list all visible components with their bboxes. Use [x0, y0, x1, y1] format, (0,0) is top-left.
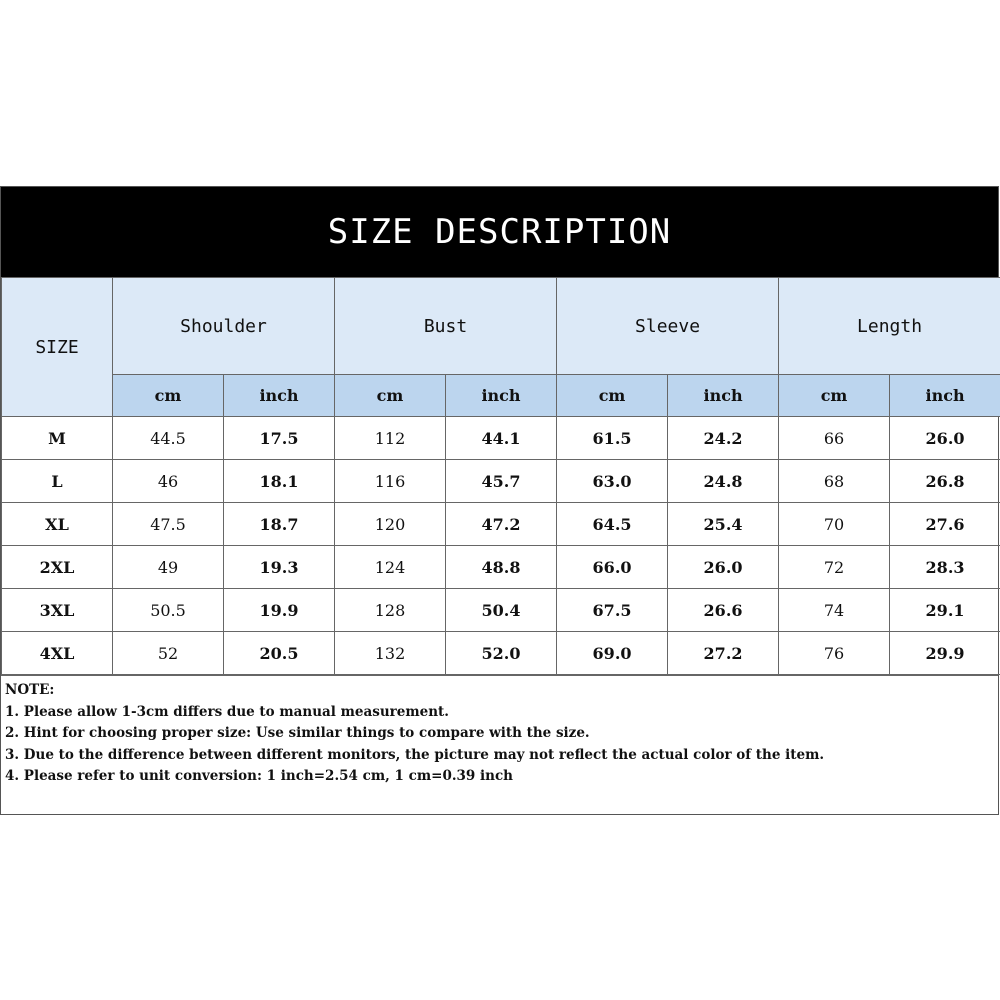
- value-cell: 52.0: [446, 632, 557, 675]
- value-cell: 26.8: [890, 460, 1000, 503]
- value-cell: 52: [113, 632, 224, 675]
- unit-header: cm: [335, 375, 446, 417]
- table-row: [2, 546, 1000, 589]
- value-cell: 76: [779, 632, 890, 675]
- value-cell: 120: [335, 503, 446, 546]
- value-cell: 27.6: [890, 503, 1000, 546]
- value-cell: 45.7: [446, 460, 557, 503]
- value-cell: 47.2: [446, 503, 557, 546]
- bust-header: Bust: [335, 278, 557, 375]
- chart-title: SIZE DESCRIPTION: [1, 187, 998, 277]
- sleeve-header: Sleeve: [557, 278, 779, 375]
- value-cell: 66: [779, 417, 890, 460]
- value-cell: 44.1: [446, 417, 557, 460]
- notes-heading: NOTE:: [5, 682, 55, 698]
- value-cell: 25.4: [668, 503, 779, 546]
- note-line: 3. Due to the difference between different monitors, the picture may not reflect the actual color of the item.: [5, 746, 825, 763]
- value-cell: 29.9: [890, 632, 1000, 675]
- value-cell: 132: [335, 632, 446, 675]
- value-cell: 48.8: [446, 546, 557, 589]
- value-cell: 17.5: [224, 417, 335, 460]
- value-cell: 50.5: [113, 589, 224, 632]
- value-cell: 64.5: [557, 503, 668, 546]
- size-cell: L: [2, 460, 113, 503]
- value-cell: 47.5: [113, 503, 224, 546]
- value-cell: 18.1: [224, 460, 335, 503]
- unit-header: inch: [668, 375, 779, 417]
- value-cell: 26.6: [668, 589, 779, 632]
- note-line: 4. Please refer to unit conversion: 1 inch=2.54 cm, 1 cm=0.39 inch: [5, 768, 513, 784]
- value-cell: 19.9: [224, 589, 335, 632]
- shoulder-header: Shoulder: [113, 278, 335, 375]
- value-cell: 20.5: [224, 632, 335, 675]
- note-line: 1. Please allow 1-3cm differs due to manual measurement.: [5, 703, 449, 720]
- value-cell: 66.0: [557, 546, 668, 589]
- value-cell: 68: [779, 460, 890, 503]
- value-cell: 50.4: [446, 589, 557, 632]
- value-cell: 24.2: [668, 417, 779, 460]
- value-cell: 74: [779, 589, 890, 632]
- value-cell: 63.0: [557, 460, 668, 503]
- value-cell: 49: [113, 546, 224, 589]
- value-cell: 67.5: [557, 589, 668, 632]
- value-cell: 128: [335, 589, 446, 632]
- value-cell: 116: [335, 460, 446, 503]
- value-cell: 112: [335, 417, 446, 460]
- notes-section: [1, 675, 998, 814]
- value-cell: 124: [335, 546, 446, 589]
- unit-header: cm: [779, 375, 890, 417]
- size-cell: 2XL: [2, 546, 113, 589]
- unit-header: inch: [446, 375, 557, 417]
- value-cell: 28.3: [890, 546, 1000, 589]
- value-cell: 70: [779, 503, 890, 546]
- size-cell: XL: [2, 503, 113, 546]
- table-row: [2, 417, 1000, 460]
- value-cell: 24.8: [668, 460, 779, 503]
- value-cell: 29.1: [890, 589, 1000, 632]
- length-header: Length: [779, 278, 1000, 375]
- table-row: [2, 503, 1000, 546]
- size-table: [1, 277, 1000, 675]
- value-cell: 26.0: [668, 546, 779, 589]
- table-row: [2, 589, 1000, 632]
- value-cell: 69.0: [557, 632, 668, 675]
- unit-header: cm: [113, 375, 224, 417]
- size-cell: 4XL: [2, 632, 113, 675]
- size-chart: [0, 186, 999, 815]
- unit-header: cm: [557, 375, 668, 417]
- value-cell: 72: [779, 546, 890, 589]
- note-line: 2. Hint for choosing proper size: Use similar things to compare with the size.: [5, 725, 590, 741]
- value-cell: 61.5: [557, 417, 668, 460]
- table-row: [2, 632, 1000, 675]
- value-cell: 19.3: [224, 546, 335, 589]
- size-column-header: SIZE: [2, 278, 113, 417]
- unit-header: inch: [890, 375, 1000, 417]
- size-cell: M: [2, 417, 113, 460]
- size-cell: 3XL: [2, 589, 113, 632]
- value-cell: 27.2: [668, 632, 779, 675]
- value-cell: 18.7: [224, 503, 335, 546]
- table-row: [2, 460, 1000, 503]
- value-cell: 44.5: [113, 417, 224, 460]
- unit-header: inch: [224, 375, 335, 417]
- value-cell: 26.0: [890, 417, 1000, 460]
- value-cell: 46: [113, 460, 224, 503]
